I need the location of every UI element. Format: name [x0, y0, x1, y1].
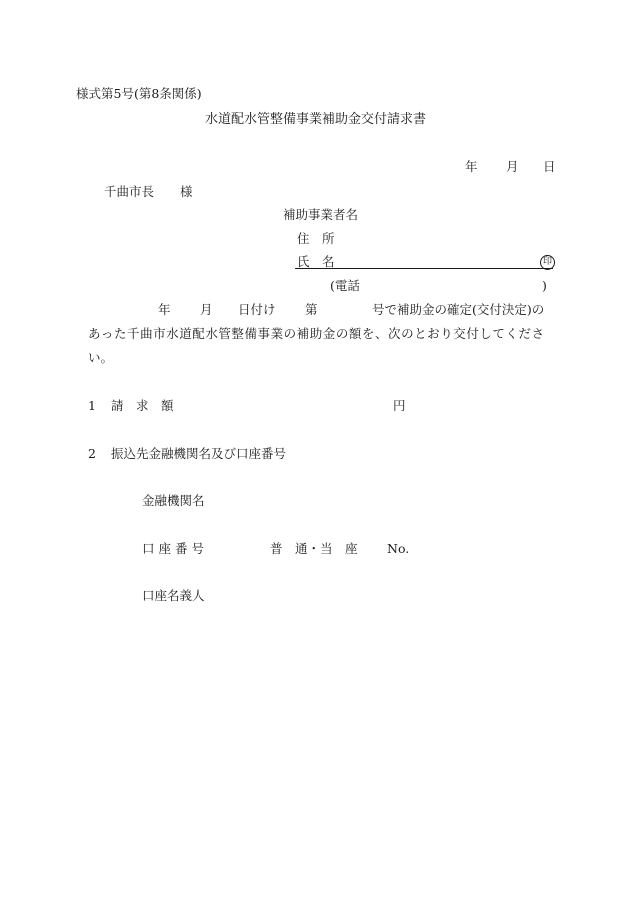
form-number: 様式第5号(第8条関係) — [76, 86, 202, 101]
item1-number: 1 — [88, 398, 96, 413]
applicant-name-label: 氏 名 — [297, 254, 335, 269]
bank-institution-label: 金融機関名 — [142, 493, 205, 508]
phone-close: ) — [542, 278, 547, 293]
bank-account-number-label: 口座番号 — [142, 541, 209, 556]
date-month: 月 — [506, 159, 519, 174]
seal-icon: 印 — [540, 255, 555, 270]
body-month: 月 — [200, 302, 213, 317]
document-title: 水道配水管整備事業補助金交付請求書 — [205, 112, 427, 127]
item1-unit: 円 — [393, 398, 406, 413]
item1-label: 請 求 額 — [111, 398, 174, 413]
date-day: 日 — [543, 159, 556, 174]
body-year: 年 — [158, 302, 171, 317]
addressee-honorific: 様 — [180, 184, 193, 199]
body-date-suffix: 日付け — [238, 302, 276, 317]
date-year: 年 — [465, 159, 478, 174]
seal-mark — [540, 254, 555, 270]
addressee-name: 千曲市長 — [104, 184, 155, 199]
body-line3: い。 — [88, 350, 114, 365]
applicant-name-underline — [295, 268, 553, 269]
bank-account-type: 普 通・当 座 — [270, 541, 358, 556]
applicant-address-label: 住 所 — [297, 231, 335, 246]
item2-number: 2 — [88, 446, 96, 461]
body-number-prefix: 第 — [305, 302, 318, 317]
phone-open: (電話 — [330, 278, 360, 293]
bank-no-label: No. — [387, 541, 410, 556]
body-line2: あった千曲市水道配水管整備事業の補助金の額を、次のとおり交付してくださ — [88, 326, 545, 341]
body-line1-rest: 号で補助金の確定(交付決定)の — [372, 302, 545, 317]
item2-label: 振込先金融機関名及び口座番号 — [111, 446, 287, 461]
applicant-heading: 補助事業者名 — [283, 207, 359, 222]
bank-holder-label: 口座名義人 — [142, 588, 205, 603]
